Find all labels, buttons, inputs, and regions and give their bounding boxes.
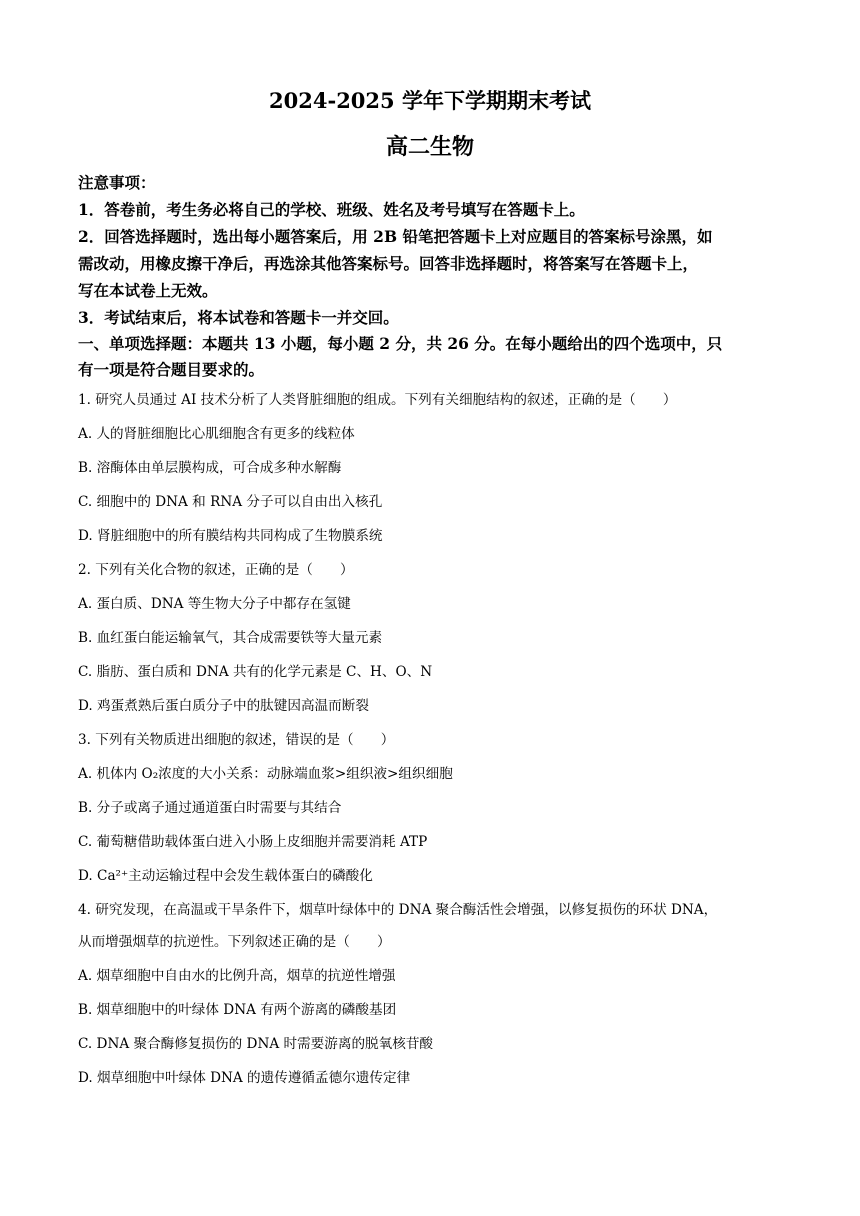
option-c: C. DNA 聚合酶修复损伤的 DNA 时需要游离的脱氧核苷酸	[78, 1036, 434, 1052]
option-d: D. 肾脏细胞中的所有膜结构共同构成了生物膜系统	[78, 528, 383, 544]
notice-item: 1．答卷前，考生务必将自己的学校、班级、姓名及考号填写在答题卡上。	[78, 200, 585, 219]
question-stem: 3. 下列有关物质进出细胞的叙述，错误的是（ ）	[78, 732, 395, 748]
option-b: B. 溶酶体由单层膜构成，可合成多种水解酶	[78, 460, 342, 476]
option-d: D. 鸡蛋煮熟后蛋白质分子中的肽键因高温而断裂	[78, 698, 369, 714]
notice-item: 2．回答选择题时，选出每小题答案后，用 2B 铅笔把答题卡上对应题目的答案标号涂黑，如	[78, 227, 713, 246]
notice-item: 3．考试结束后，将本试卷和答题卡一并交回。	[78, 308, 399, 327]
notice-item: 需改动，用橡皮擦干净后，再选涂其他答案标号。回答非选择题时，将答案写在答题卡上，	[78, 254, 699, 273]
option-c: C. 细胞中的 DNA 和 RNA 分子可以自由出入核孔	[78, 494, 383, 510]
notice-heading: 注意事项：	[78, 173, 156, 192]
option-a: A. 蛋白质、DNA 等生物大分子中都存在氢键	[78, 596, 351, 612]
option-b: B. 烟草细胞中的叶绿体 DNA 有两个游离的磷酸基团	[78, 1002, 397, 1018]
option-c: C. 脂肪、蛋白质和 DNA 共有的化学元素是 C、H、O、N	[78, 664, 433, 680]
option-d: D. 烟草细胞中叶绿体 DNA 的遗传遵循孟德尔遗传定律	[78, 1070, 411, 1086]
question-stem: 4. 研究发现，在高温或干旱条件下，烟草叶绿体中的 DNA 聚合酶活性会增强，以修复损伤的环状 DNA，	[78, 902, 718, 918]
option-c: C. 葡萄糖借助载体蛋白进入小肠上皮细胞并需要消耗 ATP	[78, 834, 428, 850]
question-stem: 2. 下列有关化合物的叙述，正确的是（ ）	[78, 562, 354, 578]
option-a: A. 机体内 O₂浓度的大小关系：动脉端血浆>组织液>组织细胞	[78, 766, 453, 782]
option-a: A. 烟草细胞中自由水的比例升高，烟草的抗逆性增强	[78, 968, 396, 984]
section-heading: 有一项是符合题目要求的。	[78, 360, 265, 379]
question-stem: 1. 研究人员通过 AI 技术分析了人类肾脏细胞的组成。下列有关细胞结构的叙述，正确的是（ ）	[78, 392, 677, 408]
section-heading: 一、单项选择题：本题共 13 小题，每小题 2 分，共 26 分。在每小题给出的四个选项中，只	[78, 334, 723, 353]
notice-item: 写在本试卷上无效。	[78, 281, 218, 300]
option-a: A. 人的肾脏细胞比心肌细胞含有更多的线粒体	[78, 426, 355, 442]
option-d: D. Ca²⁺主动运输过程中会发生载体蛋白的磷酸化	[78, 868, 373, 884]
question-stem-cont: 从而增强烟草的抗逆性。下列叙述正确的是（ ）	[78, 934, 391, 950]
option-b: B. 分子或离子通过通道蛋白时需要与其结合	[78, 800, 342, 816]
option-b: B. 血红蛋白能运输氧气，其合成需要铁等大量元素	[78, 630, 383, 646]
exam-subject: 高二生物	[385, 134, 474, 160]
exam-title: 2024-2025 学年下学期期末考试	[269, 88, 591, 113]
